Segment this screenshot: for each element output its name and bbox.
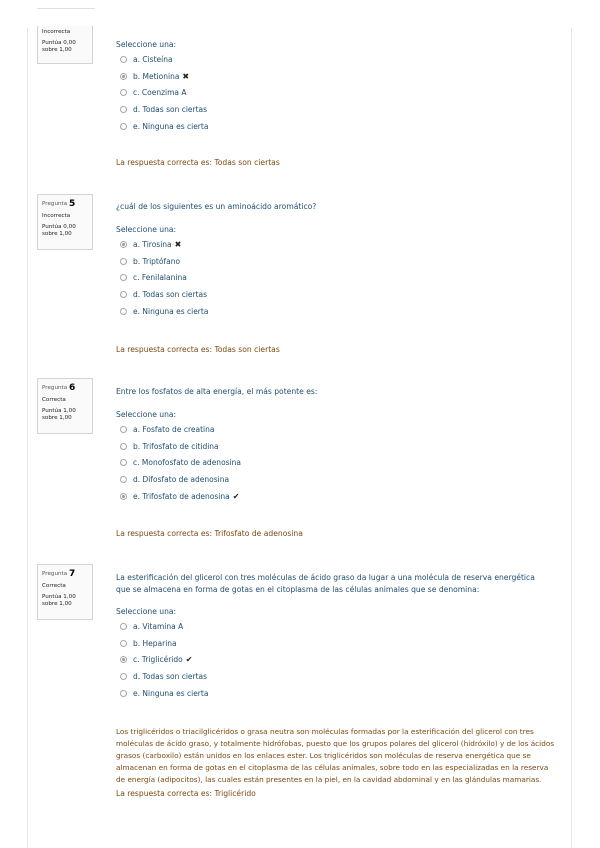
answer-list [120,236,208,320]
page-frame-left [27,28,28,848]
question-number-value: 7 [68,569,76,579]
question-number-label: Pregunta [42,571,68,577]
radio-button[interactable] [120,640,127,647]
radio-button[interactable] [120,89,127,96]
radio-button[interactable] [120,656,127,663]
answer-list [120,421,241,505]
question-state: Incorrecta [42,29,71,35]
grade-score: Puntúa 1,00 [42,407,76,414]
radio-button[interactable] [120,241,127,248]
radio-button[interactable] [120,623,127,630]
check-icon: ✔ [185,655,193,665]
question-info [37,564,93,620]
answer-option[interactable] [120,303,208,320]
radio-button[interactable] [120,308,127,315]
radio-button[interactable] [120,291,127,298]
grade-max: sobre 1,00 [42,601,72,608]
radio-button[interactable] [120,106,127,113]
answer-option[interactable] [120,118,208,135]
radio-button[interactable] [120,459,127,466]
radio-button[interactable] [120,274,127,281]
answer-option[interactable] [120,236,208,253]
answer-option[interactable] [120,101,208,118]
answer-label: d. Todas son ciertas [133,290,208,300]
question-state: Correcta [42,397,66,404]
question-number-label: Pregunta [42,201,68,207]
page-frame-right [571,28,572,848]
answer-option[interactable] [120,618,208,635]
answer-label: a. Vitamina A [133,621,184,631]
grade-max: sobre 1,00 [42,47,72,54]
answer-label: c. Triglicérido [133,655,183,665]
right-answer: La respuesta correcta es: Trifosfato de adenosina [116,529,303,538]
answer-option[interactable] [120,471,241,488]
question-text: La esterificación del glicerol con tres moléculas de ácido graso da lugar a una molécula de reserva energética que se almacena en forma de gotas en el citoplasma de las células animales que se denomina: [116,573,535,595]
answer-option[interactable] [120,421,241,438]
right-answer: La respuesta correcta es: Todas son ciertas [116,345,280,354]
answer-option[interactable] [120,652,208,669]
question-number [42,382,88,394]
question-number-label: Pregunta [42,385,68,391]
select-label: Seleccione una: [116,410,177,419]
radio-button[interactable] [120,476,127,483]
radio-button[interactable] [120,56,127,63]
answer-list [120,618,208,702]
answer-option[interactable] [120,455,241,472]
answer-option[interactable] [120,635,208,652]
answer-label: e. Ninguna es cierta [133,689,209,699]
question-state: Correcta [42,583,66,590]
radio-button[interactable] [120,258,127,265]
divider [37,8,95,9]
question-info [37,378,93,434]
question-number [42,568,88,580]
question-grade [42,594,88,609]
radio-button[interactable] [120,690,127,697]
grade-max: sobre 1,00 [42,415,72,422]
answer-option[interactable] [120,85,208,102]
question-number-value: 5 [68,199,76,209]
check-icon: ✔ [232,492,240,502]
answer-option[interactable] [120,685,208,702]
answer-list [120,51,208,135]
answer-label: b. Metionina [133,71,180,81]
grade-score: Puntúa 1,00 [42,593,76,600]
grade-score: Puntúa 0,00 [42,39,76,46]
answer-label: c. Monofosfato de adenosina [133,458,241,468]
radio-button[interactable] [120,73,127,80]
answer-option[interactable] [120,438,241,455]
answer-label: b. Triptófano [133,256,181,266]
radio-button[interactable] [120,123,127,130]
cross-icon: ✖ [182,71,190,81]
radio-button[interactable] [120,493,127,500]
answer-option[interactable] [120,488,241,505]
answer-label: e. Trifosfato de adenosina [133,492,230,502]
answer-label: d. Todas son ciertas [133,105,208,115]
answer-label: b. Heparina [133,638,177,648]
answer-label: e. Ninguna es cierta [133,307,209,317]
select-label: Seleccione una: [116,225,177,234]
question-info [37,194,93,250]
radio-button[interactable] [120,673,127,680]
radio-button[interactable] [120,443,127,450]
answer-option[interactable] [120,51,208,68]
question-text: ¿cuál de los siguientes es un aminoácido aromático? [116,202,317,211]
question-grade [42,408,88,423]
question-grade [42,40,88,55]
answer-label: a. Cisteína [133,54,173,64]
question-number-value: 6 [68,383,76,393]
grade-score: Puntúa 0,00 [42,223,76,230]
right-answer: La respuesta correcta es: Triglicérido [116,789,256,798]
select-label: Seleccione una: [116,40,177,49]
answer-option[interactable] [120,286,208,303]
answer-option[interactable] [120,68,208,85]
answer-option[interactable] [120,668,208,685]
answer-label: e. Ninguna es cierta [133,122,209,132]
grade-max: sobre 1,00 [42,231,72,238]
answer-label: b. Trifosfato de citidina [133,441,219,451]
right-answer: La respuesta correcta es: Todas son ciertas [116,158,280,167]
answer-label: c. Fenilalanina [133,273,187,283]
select-label: Seleccione una: [116,607,177,616]
answer-label: a. Tirosina [133,239,172,249]
question-grade [42,224,88,239]
answer-option[interactable] [120,270,208,287]
radio-button[interactable] [120,426,127,433]
question-info [37,26,93,64]
question-text: Entre los fosfatos de alta energía, el más potente es: [116,387,318,396]
answer-label: d. Todas son ciertas [133,672,208,682]
answer-label: a. Fosfato de creatina [133,424,215,434]
general-feedback: Los triglicéridos o triacilglicéridos o grasa neutra son moléculas formadas por la esterificación del glicerol con tres moléculas de ácido graso, y totalmente hidrófobas, puesto que los grupos polares del glicerol (hidróxilo) y de los ácidos grasos (carboxilo) están unidos en los enlaces ester. Los triglicéridos son moléculas de reserva energética que se almacenan en forma de gotas en el citoplasma de las células animales, sobre todo en las especializadas en la reserva de energía (adipocitos), las cuales están presentes en la piel, en la cavidad abdominal y en las glándulas mamarias. [116,727,555,784]
answer-label: c. Coenzima A [133,88,187,98]
answer-option[interactable] [120,253,208,270]
question-number [42,198,88,210]
answer-label: d. Difosfato de adenosina [133,475,230,485]
question-state: Incorrecta [42,213,71,220]
cross-icon: ✖ [174,239,182,249]
